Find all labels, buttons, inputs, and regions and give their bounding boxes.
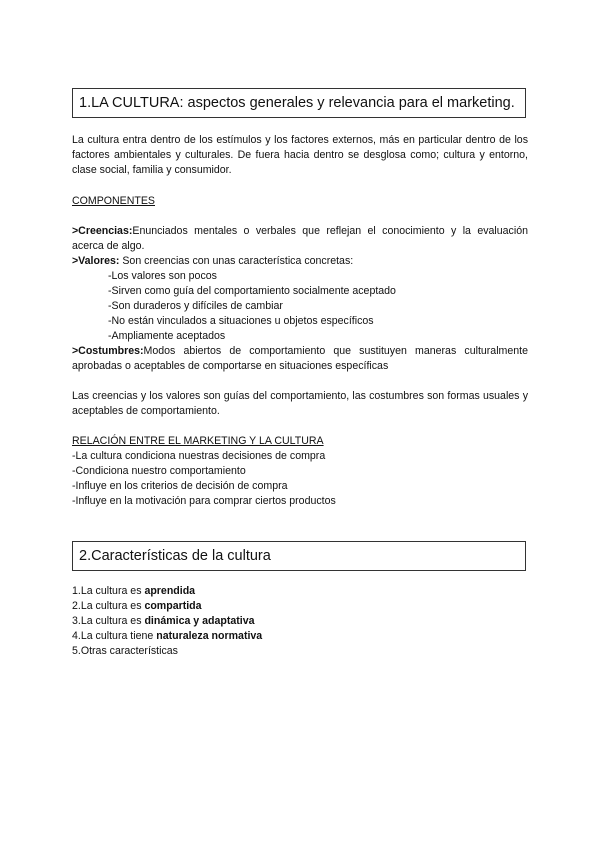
costumbres-label: >Costumbres: — [72, 345, 144, 357]
relacion-title: RELACIÓN ENTRE EL MARKETING Y LA CULTURA — [72, 435, 324, 447]
relacion-item: -Influye en los criterios de decisión de compra — [72, 480, 288, 492]
relacion-item: -Condiciona nuestro comportamiento — [72, 465, 246, 477]
caracteristica-prefix: 5.Otras características — [72, 645, 178, 657]
caracteristica-item — [72, 599, 202, 614]
caracteristica-bold: compartida — [144, 600, 202, 612]
caracteristica-prefix: 3.La cultura es — [72, 615, 145, 627]
summary-paragraph: Las creencias y los valores son guías del comportamiento, las costumbres son formas usuales y aceptables de comportamiento. — [72, 390, 528, 418]
valores-line — [72, 254, 353, 269]
caracteristica-item — [72, 644, 178, 659]
costumbres-paragraph — [72, 344, 528, 374]
creencias-label: >Creencias: — [72, 225, 133, 237]
creencias-text: Enunciados mentales o verbales que reflejan el conocimiento y la evaluación acerca de algo. — [72, 225, 528, 253]
valores-item: -Los valores son pocos — [108, 270, 217, 282]
caracteristica-bold: aprendida — [144, 585, 196, 597]
valores-item: -No están vinculados a situaciones u objetos específicos — [108, 315, 374, 327]
costumbres-text: Modos abiertos de comportamiento que sustituyen maneras culturalmente aprobadas o aceptables de comportarse en situaciones específicas — [72, 345, 528, 373]
valores-item: -Ampliamente aceptados — [108, 330, 226, 342]
valores-label: >Valores: — [72, 255, 120, 267]
componentes-title: COMPONENTES — [72, 195, 155, 207]
relacion-item: -Influye en la motivación para comprar ciertos productos — [72, 495, 336, 507]
caracteristica-item — [72, 614, 255, 629]
valores-item: -Sirven como guía del comportamiento socialmente aceptado — [108, 285, 396, 297]
caracteristica-item — [72, 629, 262, 644]
caracteristica-prefix: 2.La cultura es — [72, 600, 145, 612]
section2-heading: 2.Características de la cultura — [72, 541, 526, 571]
creencias-paragraph — [72, 224, 528, 254]
caracteristica-prefix: 1.La cultura es — [72, 585, 145, 597]
intro-paragraph: La cultura entra dentro de los estímulos y los factores externos, más en particular dentro de los factores ambientales y culturales. De fuera hacia dentro se desglosa como; cultura y entorno, clase social, familia y consumidor. — [72, 134, 528, 177]
relacion-item: -La cultura condiciona nuestras decisiones de compra — [72, 450, 326, 462]
caracteristica-prefix: 4.La cultura tiene — [72, 630, 157, 642]
caracteristica-item — [72, 584, 195, 599]
valores-text: Son creencias con unas característica concretas: — [119, 255, 354, 267]
section1-heading: 1.LA CULTURA: aspectos generales y relevancia para el marketing. — [72, 88, 526, 118]
valores-item: -Son duraderos y difíciles de cambiar — [108, 300, 283, 312]
caracteristica-bold: dinámica y adaptativa — [144, 615, 255, 627]
caracteristica-bold: naturaleza normativa — [156, 630, 263, 642]
